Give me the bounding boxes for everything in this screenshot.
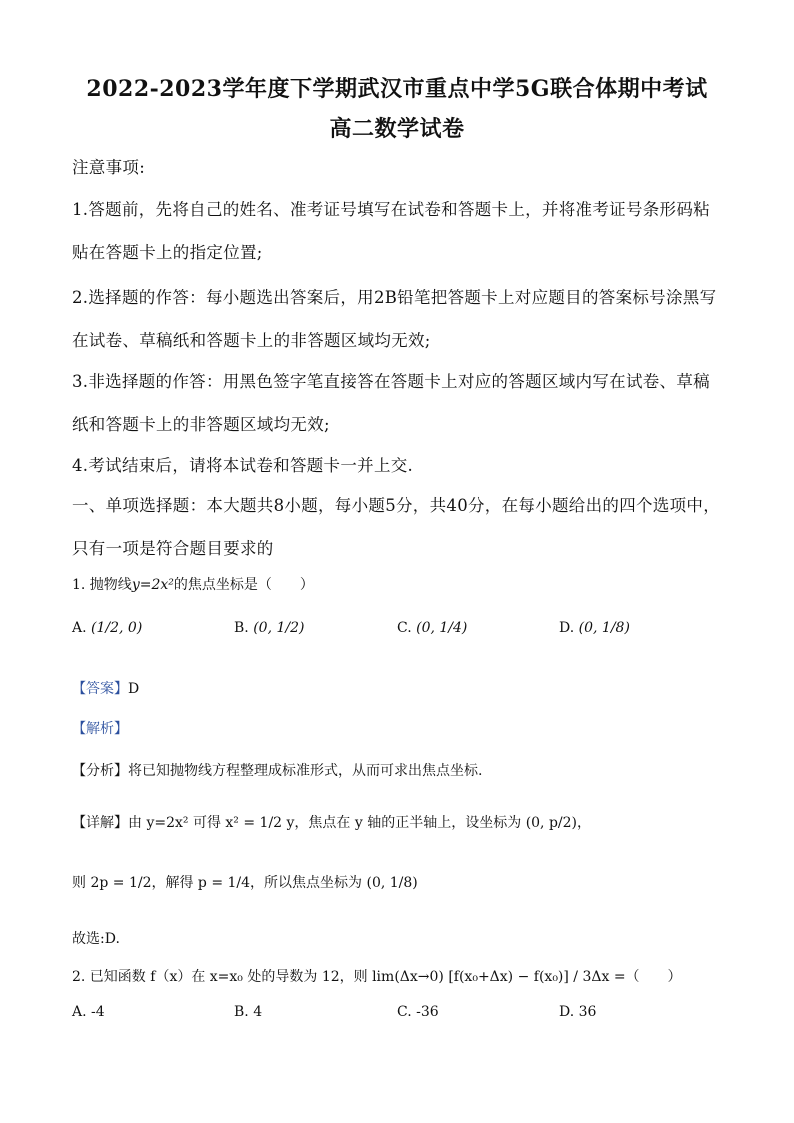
question-1-option-b — [234, 620, 304, 636]
question-1-option-a — [72, 620, 142, 636]
question-2-option-c — [397, 1004, 439, 1020]
notice-item-2: 2.选择题的作答：每小题选出答案后，用2B铅笔把答题卡上对应题目的答案标号涂黑写在试卷、草稿纸和答题卡上的非答题区域均无效; — [72, 288, 717, 350]
option-label: C. — [397, 1004, 412, 1020]
question-1-formula: y=2x² — [131, 577, 174, 593]
question-2-option-b — [234, 1004, 262, 1020]
fenxi-text: 将已知抛物线方程整理成标准形式，从而可求出焦点坐标. — [128, 763, 483, 779]
question-1-answer — [72, 678, 139, 698]
question-1-conclusion: 故选:D. — [72, 931, 120, 947]
question-1-option-d — [559, 620, 630, 636]
option-label: D. — [559, 620, 575, 636]
option-value: 4 — [253, 1004, 263, 1020]
detail-text-1: 由 y=2x² 可得 x² = 1/2 y，焦点在 y 轴的正半轴上，设坐标为 (0, p/2)， — [128, 815, 592, 831]
option-label: B. — [234, 1004, 249, 1020]
notice-item-3: 3.非选择题的作答：用黑色签字笔直接答在答题卡上对应的答题区域内写在试卷、草稿纸和答题卡上的非答题区域均无效; — [72, 372, 710, 434]
answer-value: D — [128, 681, 140, 697]
section-1-heading: 一、单项选择题：本大题共8小题，每小题5分，共40分，在每小题给出的四个选项中，只有一项是符合题目要求的 — [72, 496, 720, 558]
option-value: (0, 1/2) — [253, 620, 305, 636]
question-1-prefix: 1. 抛物线 — [72, 577, 132, 593]
question-2-option-d — [559, 1004, 596, 1020]
question-1-analysis-heading — [72, 718, 128, 738]
question-1-option-c — [397, 620, 467, 636]
fenxi-tag: 【分析】 — [72, 763, 128, 779]
option-value: 36 — [578, 1004, 597, 1020]
analysis-tag: 【解析】 — [72, 721, 128, 737]
answer-tag: 【答案】 — [72, 681, 128, 697]
question-2-option-a — [72, 1004, 105, 1020]
option-label: D. — [559, 1004, 575, 1020]
option-value: -4 — [91, 1004, 105, 1020]
option-value: (0, 1/4) — [416, 620, 468, 636]
option-value: -36 — [416, 1004, 439, 1020]
notice-heading: 注意事项: — [72, 158, 146, 177]
exam-title: 2022-2023学年度下学期武汉市重点中学5G联合体期中考试 — [86, 76, 708, 102]
option-label: B. — [234, 620, 249, 636]
question-1-fenxi — [72, 760, 482, 780]
option-label: C. — [397, 620, 412, 636]
question-1-detail-line-2 — [72, 872, 418, 892]
question-1-stem — [72, 574, 314, 594]
exam-subtitle: 高二数学试卷 — [329, 116, 465, 142]
question-1-detail-line-1 — [72, 812, 591, 832]
detail-text-2: 则 2p = 1/2，解得 p = 1/4，所以焦点坐标为 (0, 1/8) — [72, 875, 418, 891]
option-label: A. — [72, 620, 87, 636]
question-2-stem: 2. 已知函数 f（x）在 x=x₀ 处的导数为 12，则 lim(Δx→0) [f(x₀+Δx) − f(x₀)] / 3Δx =（ ） — [72, 969, 682, 985]
option-value: (1/2, 0) — [91, 620, 143, 636]
detail-tag: 【详解】 — [72, 815, 128, 831]
question-1-suffix: 的焦点坐标是（ ） — [173, 577, 314, 593]
option-label: A. — [72, 1004, 87, 1020]
option-value: (0, 1/8) — [578, 620, 630, 636]
notice-item-1: 1.答题前，先将自己的姓名、准考证号填写在试卷和答题卡上，并将准考证号条形码粘贴在答题卡上的指定位置; — [72, 200, 710, 262]
notice-item-4: 4.考试结束后，请将本试卷和答题卡一并上交. — [72, 456, 414, 475]
